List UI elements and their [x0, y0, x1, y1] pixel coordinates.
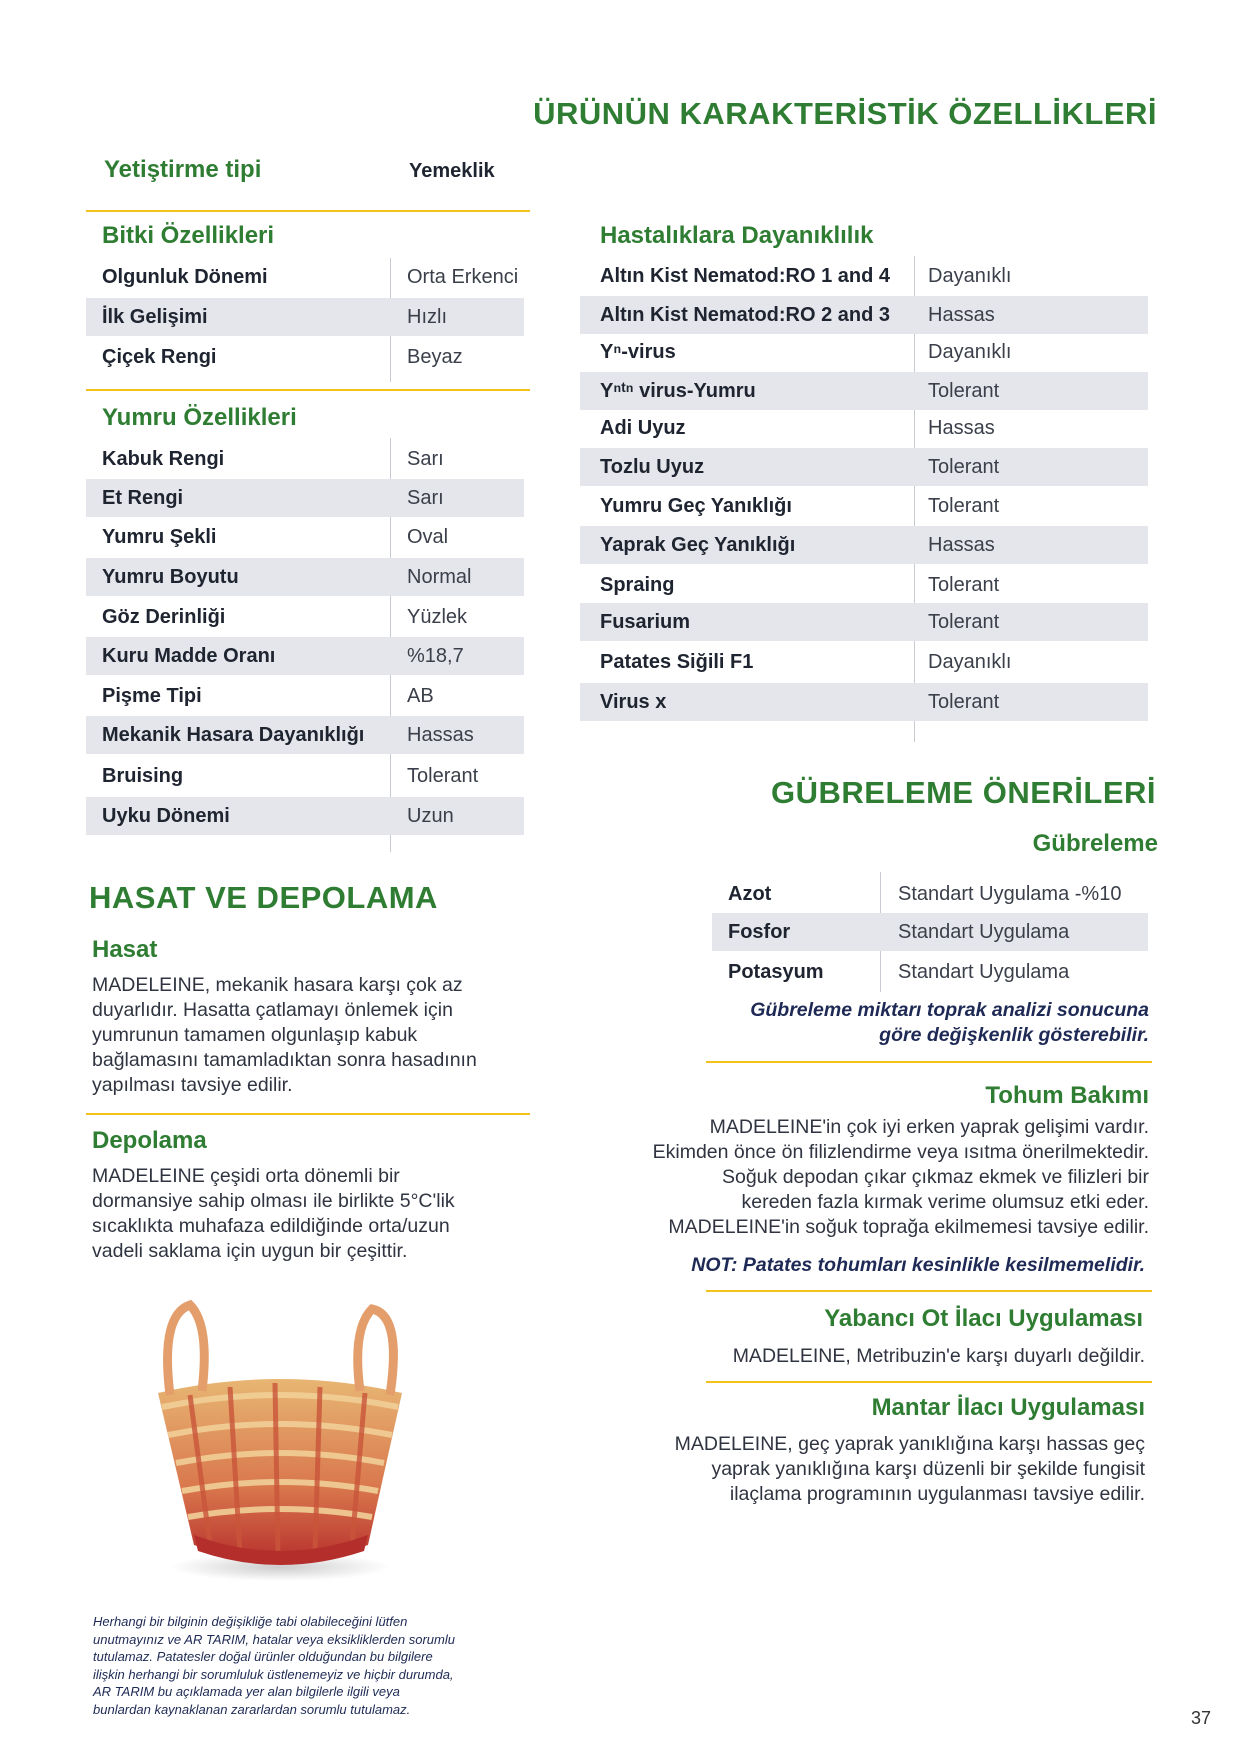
text-line: bunlardan kaynaklanan zararlardan sorumlu tutulamaz.: [93, 1701, 411, 1717]
storage-title: Depolama: [92, 1127, 207, 1154]
text-line: MADELEINE, mekanik hasara karşı çok az: [92, 974, 463, 996]
row-value: Tolerant: [928, 379, 1000, 402]
text-line: MADELEINE'in soğuk toprağa ekilmemesi tavsiye edilir.: [668, 1216, 1149, 1238]
row-label: Potasyum: [728, 960, 824, 983]
potato-peel-basket-image: [130, 1295, 430, 1585]
text-line: kereden fazla kırmak verime olumsuz etki eder.: [741, 1191, 1149, 1213]
text-line: MADELEINE, geç yaprak yanıklığına karşı hassas geç: [674, 1433, 1145, 1455]
row-label: Virus x: [600, 690, 667, 713]
row-value: Sarı: [407, 447, 444, 470]
row-label: Yumru Boyutu: [102, 565, 239, 588]
text-line: sıcaklıkta muhafaza edildiğinde orta/uzun: [92, 1215, 450, 1237]
row-label: Mekanik Hasara Dayanıklığı: [102, 723, 365, 746]
text-line: göre değişkenlik gösterebilir.: [879, 1024, 1149, 1046]
text-line: duyarlıdır. Hasatta çatlamayı önlemek için: [92, 999, 453, 1021]
row-label: Altın Kist Nematod:RO 2 and 3: [600, 303, 891, 326]
row-label: Yⁿᵗⁿ virus-Yumru: [600, 379, 756, 402]
row-value: Uzun: [407, 804, 454, 827]
text-line: MADELEINE'in çok iyi erken yaprak gelişimi vardır.: [709, 1116, 1149, 1138]
text-line: vadeli saklama için uygun bir çeşittir.: [92, 1240, 408, 1262]
table-row: [580, 643, 1148, 681]
table-row: [86, 479, 524, 517]
row-value: Tolerant: [928, 494, 1000, 517]
table-row: [580, 257, 1148, 295]
seed-care-text: [549, 1115, 1149, 1240]
table-row: [580, 487, 1148, 525]
table-row: [86, 338, 524, 376]
table-row: [580, 296, 1148, 334]
row-value: Tolerant: [928, 610, 1000, 633]
divider: [86, 1113, 530, 1115]
table-row: [86, 258, 524, 296]
divider: [86, 389, 530, 391]
harvest-storage-title: HASAT VE DEPOLAMA: [89, 880, 438, 915]
text-line: yaprak yanıklığına karşı düzenli bir şekilde fungisit: [711, 1458, 1145, 1480]
row-label: Azot: [728, 882, 772, 905]
row-value: Sarı: [407, 486, 444, 509]
table-row: [580, 683, 1148, 721]
row-label: Kuru Madde Oranı: [102, 644, 276, 667]
table-row: [86, 677, 524, 715]
seed-care-title: Tohum Bakımı: [985, 1082, 1149, 1109]
divider: [706, 1061, 1152, 1063]
row-value: Orta Erkenci: [407, 265, 519, 288]
table-row: [86, 797, 524, 835]
text-line: Herhangi bir bilginin değişikliğe tabi olabileceğini lütfen: [93, 1614, 408, 1629]
table-row: [580, 448, 1148, 486]
basket-icon: [130, 1295, 430, 1585]
text-line: MADELEINE çeşidi orta dönemli bir: [92, 1165, 400, 1187]
row-label: İlk Gelişimi: [102, 305, 208, 328]
text-line: bağlamasını tamamladıktan sonra hasadının: [92, 1049, 477, 1071]
table-row: [86, 440, 524, 478]
table-row: [580, 526, 1148, 564]
cultivation-type-label: Yetiştirme tipi: [104, 156, 262, 183]
row-value: Dayanıklı: [928, 650, 1012, 673]
divider: [706, 1290, 1152, 1292]
row-label: Spraing: [600, 573, 675, 596]
fungicide-text: [585, 1432, 1145, 1507]
row-value: Standart Uygulama -%10: [898, 882, 1122, 905]
row-label: Çiçek Rengi: [102, 345, 217, 368]
tuber-features-title: Yumru Özellikleri: [102, 404, 297, 431]
table-row: [712, 953, 1148, 991]
text-line: Ekimden önce ön filizlendirme veya ısıtma önerilmektedir.: [652, 1141, 1149, 1163]
row-label: Patates Siğili F1: [600, 650, 754, 673]
text-line: Gübreleme miktarı toprak analizi sonucuna: [750, 999, 1149, 1021]
table-row: [580, 372, 1148, 410]
row-label: Yumru Geç Yanıklığı: [600, 494, 792, 517]
table-row: [86, 298, 524, 336]
fertilization-title: GÜBRELEME ÖNERİLERİ: [771, 775, 1156, 810]
divider: [706, 1381, 1152, 1383]
row-value: %18,7: [407, 644, 464, 667]
row-value: Hassas: [407, 723, 474, 746]
row-label: Adi Uyuz: [600, 416, 686, 439]
page-title: ÜRÜNÜN KARAKTERİSTİK ÖZELLİKLERİ: [533, 96, 1157, 131]
table-row: [86, 716, 524, 754]
row-value: Standart Uygulama: [898, 920, 1070, 943]
row-label: Yumru Şekli: [102, 525, 217, 548]
table-row: [86, 637, 524, 675]
text-line: AR TARIM bu açıklamada yer alan bilgilerle ilgili veya: [93, 1684, 400, 1699]
row-label: Tozlu Uyuz: [600, 455, 705, 478]
table-row: [580, 333, 1148, 371]
row-label: Bruising: [102, 764, 184, 787]
table-row: [86, 518, 524, 556]
disclaimer: [93, 1613, 523, 1718]
fertilization-subtitle: Gübreleme: [1032, 830, 1158, 857]
row-label: Fosfor: [728, 920, 791, 943]
table-row: [712, 913, 1148, 951]
storage-text: [92, 1164, 532, 1264]
table-row: [580, 603, 1148, 641]
table-row: [712, 875, 1148, 913]
text-line: tutulamaz. Patatesler doğal ürünler olduğundan bu bilgilere: [93, 1649, 433, 1664]
text-line: ilaçlama programının uygulanması tavsiye edilir.: [729, 1483, 1145, 1505]
row-value: Hızlı: [407, 305, 447, 328]
row-value: Normal: [407, 565, 472, 588]
fungicide-title: Mantar İlacı Uygulaması: [871, 1394, 1145, 1421]
text-line: unutmayınız ve AR TARIM, hatalar veya eksikliklerden sorumlu: [93, 1631, 455, 1647]
row-value: Beyaz: [407, 345, 463, 368]
disease-resistance-title: Hastalıklara Dayanıklılık: [600, 222, 874, 249]
table-row: [86, 598, 524, 636]
row-value: Hassas: [928, 416, 995, 439]
text-line: ilişkin herhangi bir sorumluluk üstlenemeyiz ve hiçbir durumda,: [93, 1666, 454, 1682]
row-value: Yüzlek: [407, 605, 468, 628]
row-label: Altın Kist Nematod:RO 1 and 4: [600, 264, 891, 287]
harvest-text: [92, 973, 532, 1098]
row-label: Kabuk Rengi: [102, 447, 225, 470]
row-label: Göz Derinliği: [102, 605, 226, 628]
row-value: Tolerant: [928, 690, 1000, 713]
row-label: Et Rengi: [102, 486, 184, 509]
plant-features-title: Bitki Özellikleri: [102, 222, 275, 249]
table-row: [580, 409, 1148, 447]
row-value: Dayanıklı: [928, 340, 1012, 363]
row-label: Uyku Dönemi: [102, 804, 230, 827]
row-value: Standart Uygulama: [898, 960, 1070, 983]
fertilization-note: [649, 998, 1149, 1048]
row-label: Yaprak Geç Yanıklığı: [600, 533, 796, 556]
table-row: [580, 566, 1148, 604]
row-value: Hassas: [928, 533, 995, 556]
seed-care-note: NOT: Patates tohumları kesinlikle kesilmemelidir.: [691, 1254, 1145, 1276]
herbicide-text: MADELEINE, Metribuzin'e karşı duyarlı değildir.: [732, 1345, 1145, 1367]
table-row: [86, 757, 524, 795]
row-value: Dayanıklı: [928, 264, 1012, 287]
text-line: dormansiye sahip olması ile birlikte 5°C'lik: [92, 1190, 455, 1212]
text-line: Soğuk depodan çıkar çıkmaz ekmek ve filizleri bir: [721, 1166, 1149, 1188]
row-value: Tolerant: [407, 764, 479, 787]
row-value: Hassas: [928, 303, 995, 326]
row-label: Pişme Tipi: [102, 684, 202, 707]
row-value: AB: [407, 684, 434, 707]
row-label: Olgunluk Dönemi: [102, 265, 268, 288]
row-value: Oval: [407, 525, 449, 548]
herbicide-title: Yabancı Ot İlacı Uygulaması: [824, 1305, 1143, 1332]
table-row: [86, 558, 524, 596]
row-label: Yⁿ-virus: [600, 340, 676, 363]
row-value: Tolerant: [928, 573, 1000, 596]
text-line: yapılması tavsiye edilir.: [92, 1074, 293, 1096]
row-value: Tolerant: [928, 455, 1000, 478]
harvest-title: Hasat: [92, 936, 158, 963]
cultivation-type-value: Yemeklik: [409, 160, 495, 182]
page-number: 37: [1190, 1708, 1211, 1728]
row-label: Fusarium: [600, 610, 691, 633]
text-line: yumrunun tamamen olgunlaşıp kabuk: [92, 1024, 418, 1046]
divider: [86, 210, 530, 212]
